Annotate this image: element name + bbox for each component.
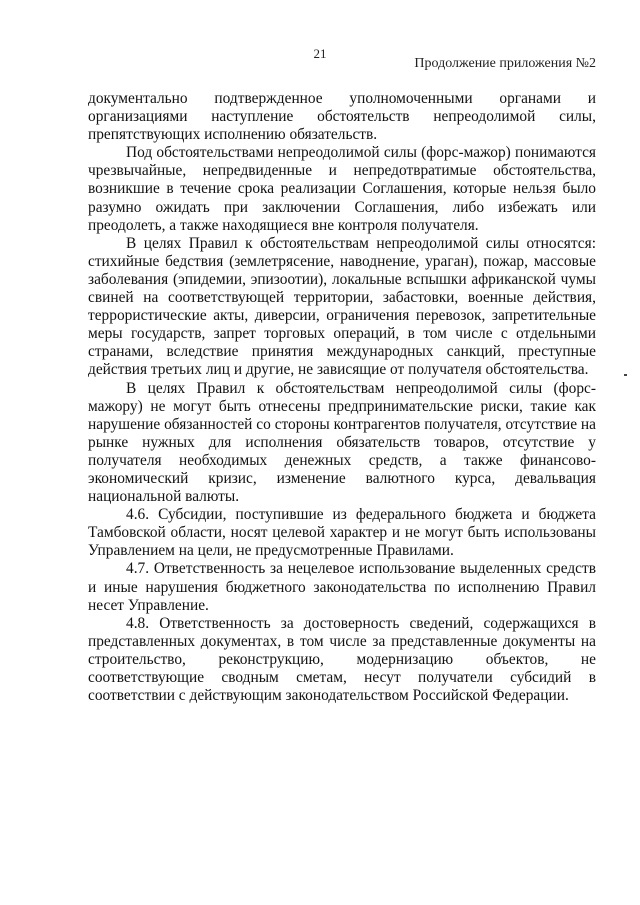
scan-mark xyxy=(624,374,627,376)
paragraph-4-8: 4.8. Ответственность за достоверность сведений, содержащихся в представленных документах, в том числе за представленные документы на строительство, реконструкцию, модернизацию объектов, не соответствующие сводным сметам, несут получатели субсидий в соответствии с действующим законодательством Российской Федерации. xyxy=(88,614,596,705)
paragraph-force-majeure-includes: В целях Правил к обстоятельствам непреодолимой силы относятся: стихийные бедствия (землетрясение, наводнение, ураган), пожар, массовые заболевания (эпидемии, эпизоотии), локальные вспышки африканской чумы свиней на соответствующей территории, забастовки, военные действия, террористические акты, диверсии, ограничения перевозок, запретительные меры государств, запрет торговых операций, в том числе с отдельными странами, вследствие принятия международных санкций, преступные действия третьих лиц и другие, не зависящие от получателя обстоятельства. xyxy=(88,234,596,379)
paragraph-force-majeure-excludes: В целях Правил к обстоятельствам непреодолимой силы (форс-мажору) не могут быть отнесены предпринимательские риски, такие как нарушение обязанностей со стороны контрагентов получателя, отсутствие на рынке нужных для исполнения обязательств товаров, отсутствие у получателя необходимых денежных средств, а также финансово-экономический кризис, изменение валютного курса, девальвация национальной валюты. xyxy=(88,379,596,506)
paragraph-force-majeure-definition: Под обстоятельствами непреодолимой силы (форс-мажор) понимаются чрезвычайные, непредвиденные и непредотвратимые обстоятельства, возникшие в течение срока реализации Соглашения, которые нельзя было разумно ожидать при заключении Соглашения, либо избежать или преодолеть, а также находящиеся вне контроля получателя. xyxy=(88,144,596,234)
page-number: 21 xyxy=(313,46,327,61)
appendix-continuation-note: Продолжение приложения №2 xyxy=(414,56,596,71)
paragraph-4-7: 4.7. Ответственность за нецелевое использование выделенных средств и иные нарушения бюджетного законодательства по исполнению Правил несет Управление. xyxy=(88,560,596,614)
document-body xyxy=(88,90,596,705)
paragraph-4-6: 4.6. Субсидии, поступившие из федерального бюджета и бюджета Тамбовской области, носят целевой характер и не могут быть использованы Управлением на цели, не предусмотренные Правилами. xyxy=(88,506,596,560)
paragraph-continuation: документально подтвержденное уполномоченными органами и организациями наступление обстоятельств непреодолимой силы, препятствующих исполнению обязательств. xyxy=(88,90,596,144)
